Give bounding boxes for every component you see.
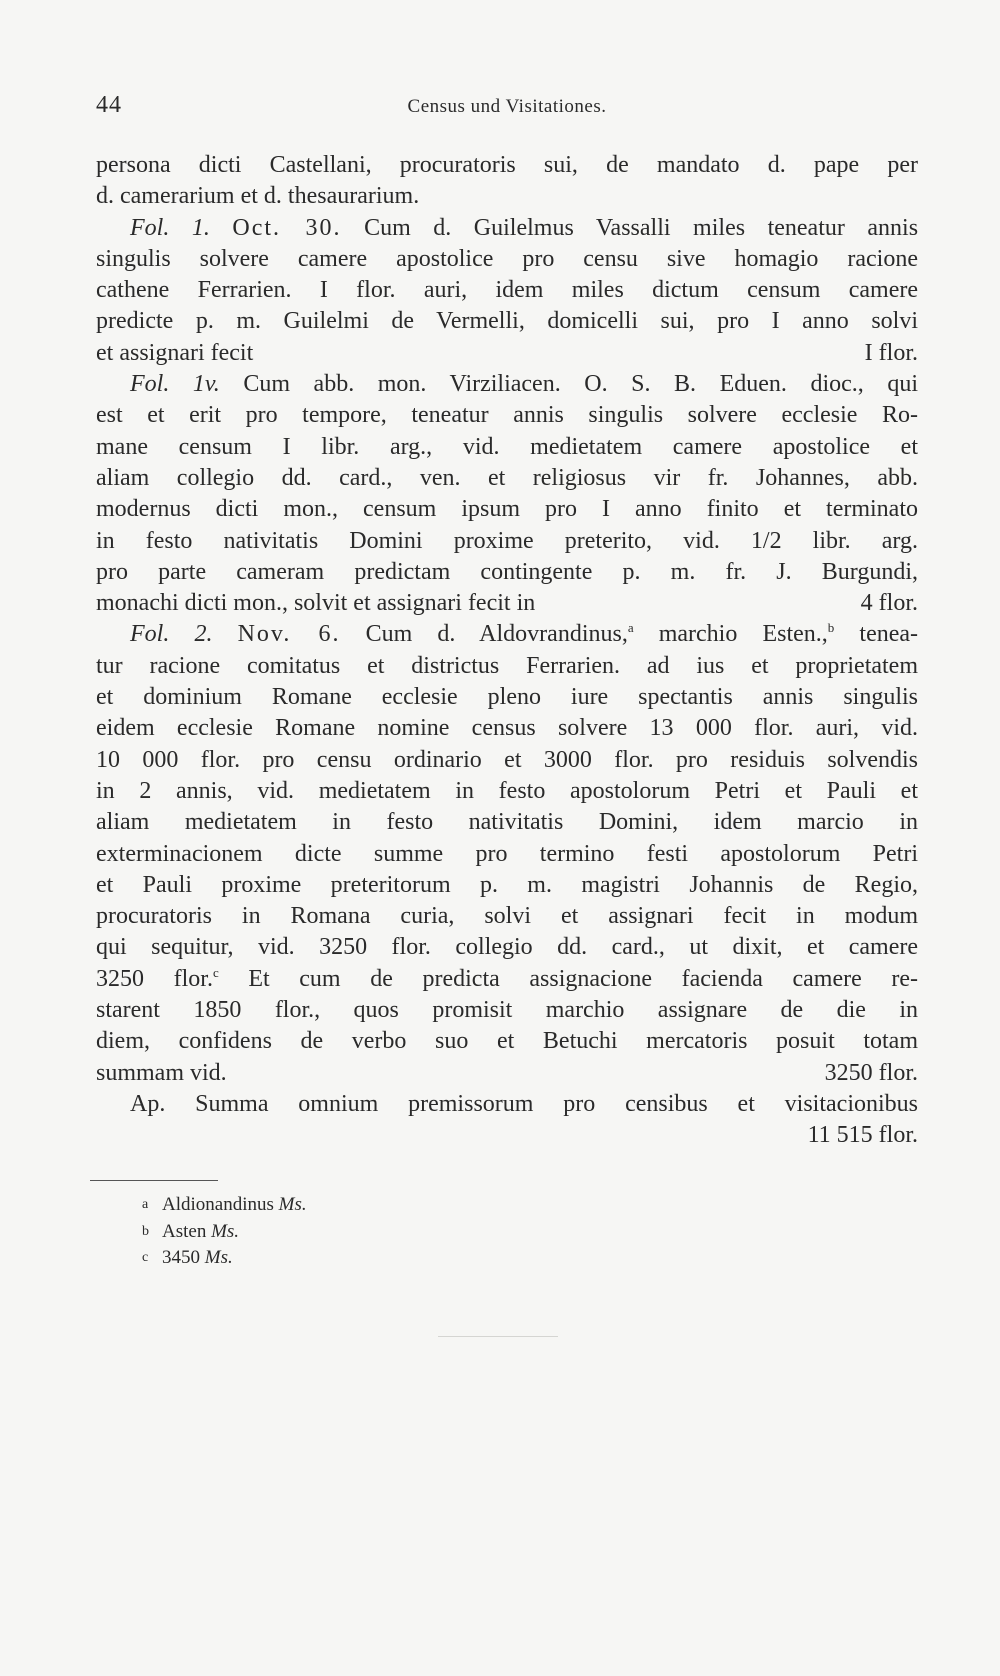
text-line: procuratoris in Romana curia, solvi et assignari fecit in modum — [96, 903, 918, 930]
text-line: eidem ecclesie Romane nomine census solvere 13 000 flor. auri, vid. — [96, 715, 918, 742]
text-line: in 2 annis, vid. medietatem in festo apostolorum Petri et Pauli et — [96, 777, 918, 804]
summary-line: Ap. Summa omnium premissorum pro censibus et visitacionibus — [130, 1090, 918, 1117]
text-line: et dominium Romane ecclesie pleno iure spectantis annis singulis — [96, 684, 918, 711]
entry-fol-2: Fol. 2. Nov. 6. Cum d. Aldovrandinus,$^a$ marchio Esten.,$^b$ tenea- — [130, 620, 919, 648]
text-line: modernus dicti mon., censum ipsum pro I anno finito et terminato — [96, 496, 918, 523]
text-line: tur racione comitatus et districtus Ferrarien. ad ius et proprietatem — [96, 652, 918, 679]
footnote-ref-a: a — [627, 620, 634, 636]
summary-total — [96, 1120, 918, 1151]
footnote-mark: c — [142, 1250, 149, 1265]
body-text — [96, 150, 918, 1152]
text-line: pro parte cameram predictam contingente p. m. fr. J. Burgundi, — [96, 558, 918, 585]
page-number: 44 — [96, 92, 122, 118]
footnote-ref-c: c — [212, 964, 219, 980]
entry-date: Nov. 6. — [237, 621, 341, 648]
amount: 3250 flor. — [824, 1059, 918, 1086]
text-line: et Pauli proxime preteritorum p. m. magistri Johannis de Regio, — [96, 871, 918, 898]
text-line: in festo nativitatis Domini proxime preterito, vid. 1/2 libr. arg. — [96, 527, 918, 554]
entry-date: Oct. 30. — [232, 214, 342, 241]
text-line: singulis solvere camere apostolice pro censu sive homagio racione — [96, 245, 918, 272]
text-line: 3250 flor.$^c$ Et cum de predicta assignacione facienda camere re- — [96, 964, 919, 992]
text-line: cathene Ferrarien. I flor. auri, idem miles dictum censum camere — [96, 277, 918, 304]
amount: I flor. — [864, 339, 918, 366]
text-line-with-amount: summam vid. 3250 flor. — [96, 1058, 918, 1089]
entry-fol-1: Fol. 1. Oct. 30. Cum d. Guilelmus Vassalli miles teneatur annis — [130, 214, 919, 241]
amount: 4 flor. — [860, 590, 918, 617]
footnote-a: a Aldionandinus Ms. — [142, 1192, 307, 1219]
footnote-divider — [90, 1180, 218, 1181]
folio-ref: Fol. 2. — [130, 621, 213, 648]
text-line: aliam medietatem in festo nativitatis Domini, idem marcio in — [96, 809, 918, 836]
footnote-mark: b — [142, 1223, 149, 1239]
footnote-c: c 3450 Ms. — [142, 1245, 307, 1272]
bleed-through-rule — [438, 1336, 558, 1337]
text-line: diem, confidens de verbo suo et Betuchi mercatoris posuit totam — [96, 1028, 918, 1055]
page-header — [96, 92, 918, 122]
folio-ref: Fol. 1. — [130, 214, 210, 241]
text-line: persona dicti Castellani, procuratoris sui, de mandato d. pape per — [96, 152, 918, 178]
footnote-mark: a — [142, 1197, 149, 1212]
text-line-with-amount: monachi dicti mon., solvit et assignari fecit in 4 flor. — [96, 588, 918, 619]
text-line: aliam collegio dd. card., ven. et religiosus vir fr. Johannes, abb. — [96, 464, 918, 491]
text-line-with-amount: et assignari fecit I flor. — [96, 338, 918, 369]
footnote-b: b Asten Ms. — [142, 1219, 307, 1246]
text-line: mane censum I libr. arg., vid. medietatem camere apostolice et — [96, 433, 918, 460]
footnotes — [142, 1192, 307, 1272]
text-line: 10 000 flor. pro censu ordinario et 3000 flor. pro residuis solvendis — [96, 746, 918, 773]
running-title: Census und Visitationes. — [407, 96, 607, 117]
text-line: predicte p. m. Guilelmi de Vermelli, domicelli sui, pro I anno solvi — [96, 308, 918, 335]
folio-ref: Fol. 1v. — [130, 371, 220, 398]
footnote-ref-b: b — [827, 620, 835, 636]
text-line: qui sequitur, vid. 3250 flor. collegio dd. card., ut dixit, et camere — [96, 934, 918, 961]
total-amount: 11 515 flor. — [807, 1122, 918, 1149]
text-line: exterminacionem dicte summe pro termino festi apostolorum Petri — [96, 840, 918, 867]
entry-fol-1v: Fol. 1v. Cum abb. mon. Virziliacen. O. S. B. Eduen. dioc., qui — [130, 371, 919, 398]
text-line: starent 1850 flor., quos promisit marchio assignare de die in — [96, 997, 918, 1024]
text-line: est et erit pro tempore, teneatur annis singulis solvere ecclesie Ro- — [96, 402, 918, 429]
text-line: d. camerarium et d. thesaurarium. — [96, 183, 420, 210]
